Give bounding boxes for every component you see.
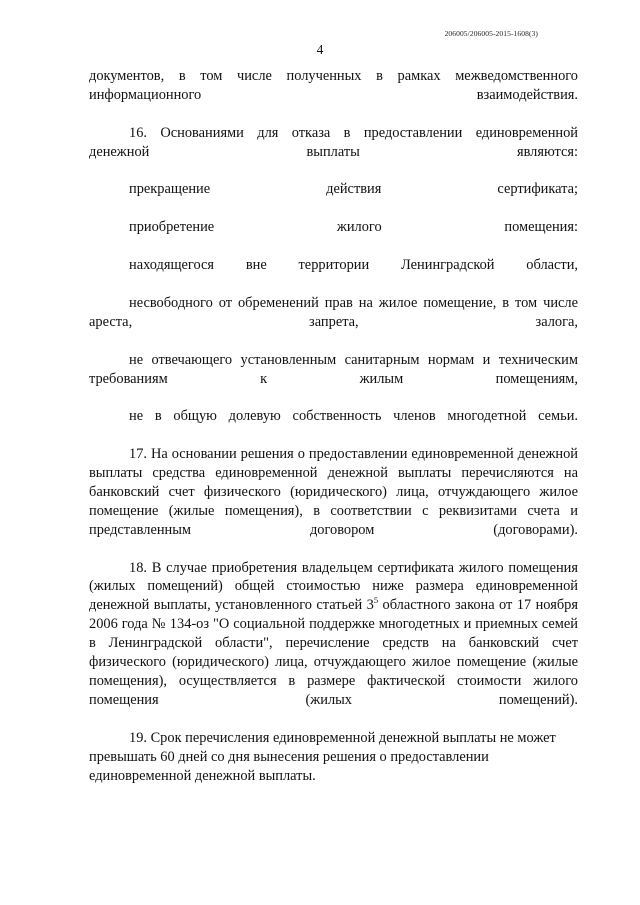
list-item: приобретение жилого помещения:: [129, 219, 578, 236]
document-body: [89, 67, 578, 785]
paragraph-16: 16. Основаниями для отказа в предоставлении единовременной денежной выплаты являются:: [89, 124, 578, 160]
list-item: не в общую долевую собственность членов многодетной семьи.: [129, 408, 578, 425]
page-number: 4: [316, 42, 324, 57]
paragraph-17: 17. На основании решения о предоставлении единовременной денежной выплаты средства единовременной денежной выплаты перечисляются на банковский счет физического (юридического) лица, отчуждающего жилое помещение (жилые помещения), в соответствии с реквизитами счета и представленным договором (договорами).: [89, 446, 578, 538]
paragraph-18-part-2: областного закона от 17 ноября 2006 года № 134-оз "О социальной поддержке многодетных и приемных семей в Ленинградской области", перечисление средств на банковский счет физического (юридического) лица, отчуждающего жилое помещение (жилые помещения), осуществляется в размере фактической стоимости жилого помещения (жилых помещений).: [89, 597, 578, 708]
paragraph-19: 19. Срок перечисления единовременной денежной выплаты не может превышать 60 дней со дня вынесения решения о предоставлении единовременной денежной выплаты.: [89, 729, 556, 784]
paragraph-18-part-1: 18. В случае приобретения владельцем сертификата жилого помещения (жилых помещений) общей стоимостью ниже размера единовременной денежной выплаты, установленного статьей 3: [89, 559, 578, 614]
paragraph-continuation: документов, в том числе полученных в рамках межведомственного информационного взаимодействия.: [89, 68, 578, 103]
paragraph-18: [89, 559, 578, 729]
document-code: 206005/206005-2015-1608(3): [444, 29, 538, 38]
superscript: 5: [373, 595, 379, 606]
list-item: прекращение действия сертификата;: [129, 181, 578, 198]
list-item: несвободного от обременений прав на жилое помещение, в том числе ареста, запрета, залога,: [89, 294, 578, 330]
list-item: не отвечающего установленным санитарным нормам и техническим требованиям к жилым помещениям,: [89, 351, 578, 387]
list-item: находящегося вне территории Ленинградской области,: [129, 257, 578, 274]
